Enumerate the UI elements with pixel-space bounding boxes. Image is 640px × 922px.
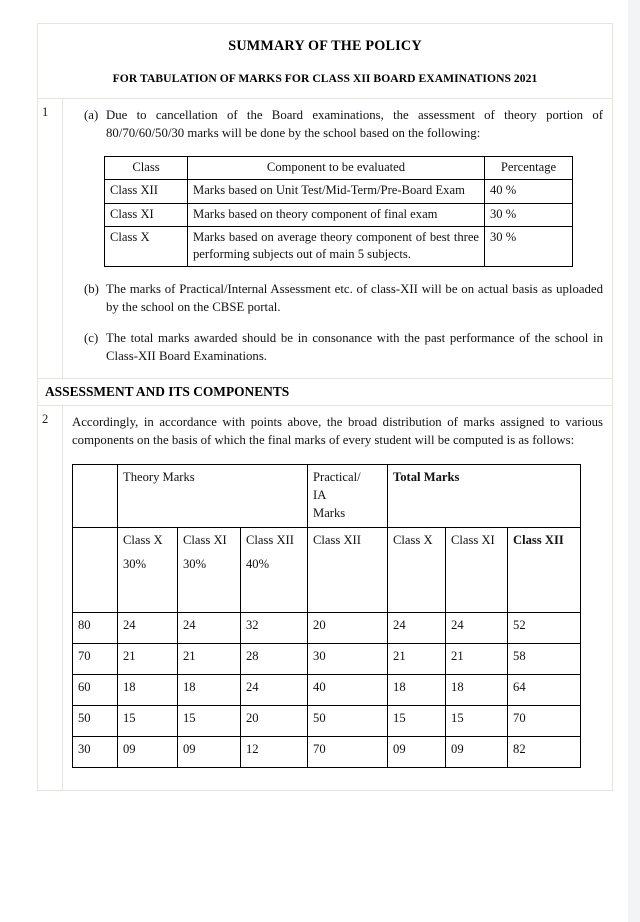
table2-r1-c4: 30 — [308, 643, 388, 674]
table2-sub-theory-class-x — [118, 527, 178, 612]
practical-line-2: IA — [313, 488, 327, 503]
practical-line-1: Practical/ — [313, 469, 361, 484]
table2-group-practical-ia-marks — [308, 464, 388, 527]
table2-r4-c3: 12 — [241, 736, 308, 767]
percent: 40% — [246, 557, 270, 572]
practical-line-3: Marks — [313, 506, 346, 521]
table1-r0-percentage: 40 % — [485, 180, 573, 203]
table1-r2-component: Marks based on average theory component of best three performing subjects out of main 5 subjects. — [188, 226, 485, 266]
page-title: SUMMARY OF THE POLICY — [228, 38, 422, 54]
table1-r2-percentage: 30 % — [485, 226, 573, 266]
table2-r2-c1: 18 — [118, 674, 178, 705]
table-row — [73, 612, 581, 643]
point-1a-text: Due to cancellation of the Board examinations, the assessment of theory portion of 80/70/60/50/30 marks will be done by the school based on the following: — [106, 108, 603, 141]
table2-group-blank — [73, 464, 118, 527]
table2-r3-c3: 20 — [241, 705, 308, 736]
table2-sub-blank — [73, 527, 118, 612]
table2-r4-c7: 82 — [508, 736, 581, 767]
table1-header-percentage: Percentage — [485, 157, 573, 180]
table2-r4-c6: 09 — [446, 736, 508, 767]
table-row — [73, 674, 581, 705]
marks-distribution-table-wrap — [72, 464, 580, 768]
table2-r0-c7: 52 — [508, 612, 581, 643]
table1-r0-class: Class XII — [105, 180, 188, 203]
table-row — [73, 736, 581, 767]
table1-r1-percentage: 30 % — [485, 203, 573, 226]
table-row — [73, 705, 581, 736]
table2-r0-c4: 20 — [308, 612, 388, 643]
table2-r0-c5: 24 — [388, 612, 446, 643]
table2-sub-total-class-xi: Class XI — [446, 527, 508, 612]
section-heading-row — [38, 379, 612, 406]
policy-document — [37, 23, 613, 791]
point-1a-paragraph — [72, 106, 603, 142]
table2-r0-c0: 80 — [73, 612, 118, 643]
table2-r4-c2: 09 — [178, 736, 241, 767]
point-2-row — [38, 406, 612, 790]
table2-group-total-marks: Total Marks — [388, 464, 581, 527]
table1-header-component: Component to be evaluated — [188, 157, 485, 180]
point-1b-marker: (b) — [84, 281, 99, 296]
point-2-text: Accordingly, in accordance with points above, the broad distribution of marks assigned to various components on the basis of which the final marks of every student will be computed is as follows: — [72, 414, 603, 447]
table2-r0-c1: 24 — [118, 612, 178, 643]
label: Class X — [123, 532, 163, 547]
table-row — [73, 643, 581, 674]
table2-r4-c4: 70 — [308, 736, 388, 767]
table2-r0-c3: 32 — [241, 612, 308, 643]
table2-r2-c2: 18 — [178, 674, 241, 705]
table2-r3-c6: 15 — [446, 705, 508, 736]
table2-r1-c1: 21 — [118, 643, 178, 674]
table2-r1-c5: 21 — [388, 643, 446, 674]
page-subtitle: FOR TABULATION OF MARKS FOR CLASS XII BOARD EXAMINATIONS 2021 — [112, 72, 538, 85]
point-1-body — [63, 99, 612, 378]
table2-r4-c5: 09 — [388, 736, 446, 767]
point-2-body — [63, 406, 612, 790]
table2-r3-c1: 15 — [118, 705, 178, 736]
percent: 30% — [183, 557, 207, 572]
table2-r2-c3: 24 — [241, 674, 308, 705]
table2-r1-c7: 58 — [508, 643, 581, 674]
title-block — [38, 24, 612, 98]
table2-group-header-row — [73, 464, 581, 527]
table2-r2-c4: 40 — [308, 674, 388, 705]
table2-r0-c2: 24 — [178, 612, 241, 643]
table-row — [105, 180, 573, 203]
point-1c-marker: (c) — [84, 331, 99, 346]
table-header-row — [105, 157, 573, 180]
table2-r0-c6: 24 — [446, 612, 508, 643]
section-heading: ASSESSMENT AND ITS COMPONENTS — [45, 383, 290, 399]
table2-r3-c7: 70 — [508, 705, 581, 736]
table1-r1-component: Marks based on theory component of final exam — [188, 203, 485, 226]
table1-header-class: Class — [105, 157, 188, 180]
table2-r1-c3: 28 — [241, 643, 308, 674]
point-1-number: 1 — [38, 99, 63, 378]
theory-assessment-table-wrap — [104, 156, 572, 267]
table2-r2-c5: 18 — [388, 674, 446, 705]
percent: 30% — [123, 557, 147, 572]
table1-r0-component: Marks based on Unit Test/Mid-Term/Pre-Board Exam — [188, 180, 485, 203]
table2-sub-total-class-x: Class X — [388, 527, 446, 612]
table2-r1-c0: 70 — [73, 643, 118, 674]
theory-assessment-table — [104, 156, 573, 267]
table1-r2-class: Class X — [105, 226, 188, 266]
right-gutter-strip — [628, 0, 640, 922]
table2-r4-c0: 30 — [73, 736, 118, 767]
point-1-row — [38, 99, 612, 379]
point-1a-marker: (a) — [84, 108, 99, 122]
table1-r1-class: Class XI — [105, 203, 188, 226]
label: Class XI — [183, 532, 227, 547]
point-1c-text: The total marks awarded should be in consonance with the past performance of the school in Class-XII Board Examinations. — [106, 331, 603, 364]
label: Class XII — [246, 532, 294, 547]
table2-r2-c7: 64 — [508, 674, 581, 705]
marks-distribution-table — [72, 464, 581, 768]
table2-r4-c1: 09 — [118, 736, 178, 767]
table2-r1-c2: 21 — [178, 643, 241, 674]
point-1b-paragraph — [72, 280, 603, 316]
point-1c-paragraph — [72, 329, 603, 365]
table-row — [105, 203, 573, 226]
table2-r3-c2: 15 — [178, 705, 241, 736]
table2-sub-theory-class-xii — [241, 527, 308, 612]
table2-sub-header-row — [73, 527, 581, 612]
table2-r3-c4: 50 — [308, 705, 388, 736]
table2-r3-c5: 15 — [388, 705, 446, 736]
table2-r2-c0: 60 — [73, 674, 118, 705]
table2-group-theory-marks: Theory Marks — [118, 464, 308, 527]
point-2-number: 2 — [38, 406, 63, 790]
table2-sub-practical-class-xii: Class XII — [308, 527, 388, 612]
table2-sub-total-class-xii: Class XII — [508, 527, 581, 612]
title-row — [38, 24, 612, 99]
table-row — [105, 226, 573, 266]
table2-sub-theory-class-xi — [178, 527, 241, 612]
table2-r2-c6: 18 — [446, 674, 508, 705]
table2-r3-c0: 50 — [73, 705, 118, 736]
table2-r1-c6: 21 — [446, 643, 508, 674]
point-1b-text: The marks of Practical/Internal Assessment etc. of class-XII will be on actual basis as uploaded by the school on the CBSE portal. — [106, 281, 603, 315]
